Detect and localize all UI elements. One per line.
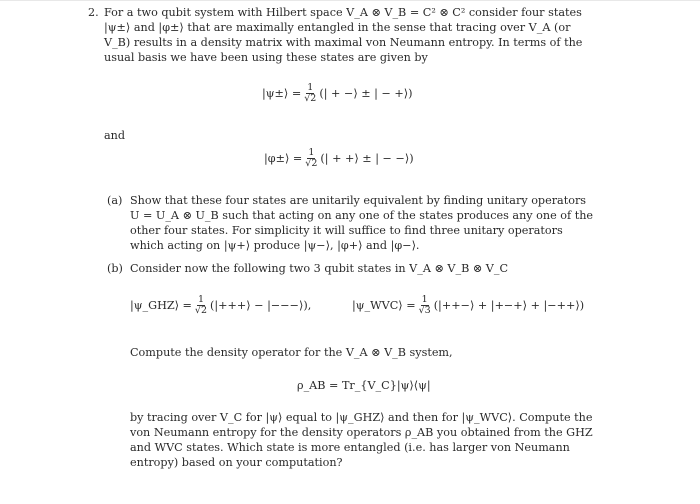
equation-ghz <box>130 295 311 316</box>
part-a-line-1: Show that these four states are unitarily equivalent by finding unitary operators <box>130 194 587 207</box>
closing-line-3: and WVC states. Which state is more entangled (i.e. has larger von Neumann <box>130 441 570 454</box>
closing-line-2: von Neumann entropy for the density operators ρ_AB you obtained from the GHZ <box>130 426 593 439</box>
fraction-numerator: 1 <box>308 147 315 158</box>
part-a-label: (a) <box>107 194 123 207</box>
equation-ghz-rhs: (|+++⟩ − |−−−⟩), <box>210 299 312 312</box>
fraction-numerator: 1 <box>307 82 314 93</box>
part-a-line-3: other four states. For simplicity it will suffice to find three unitary operators <box>130 224 563 237</box>
equation-ghz-lhs: |ψ_GHZ⟩ = <box>130 299 192 312</box>
equation-wvc-fraction <box>418 295 432 316</box>
part-b-line: Consider now the following two 3 qubit states in V_A ⊗ V_B ⊗ V_C <box>130 262 509 275</box>
equation-phi <box>264 148 414 169</box>
intro-line-2: |ψ±⟩ and |φ±⟩ that are maximally entangled in the sense that tracing over V_A (or <box>104 21 571 34</box>
fraction-denominator: √3 <box>418 305 431 316</box>
intro-line-1: For a two qubit system with Hilbert space V_A ⊗ V_B = C² ⊗ C² consider four states <box>104 6 582 19</box>
intro-line-3: V_B) results in a density matrix with maximal von Neumann entropy. In terms of the <box>104 36 583 49</box>
fraction-denominator: √2 <box>194 305 208 316</box>
equation-phi-rhs: (| + +⟩ ± | − −⟩) <box>320 152 414 165</box>
equation-psi-fraction <box>303 83 317 104</box>
part-a-line-2: U = U_A ⊗ U_B such that acting on any one of the states produces any one of the <box>130 209 594 222</box>
and-label: and <box>104 129 126 142</box>
problem-number: 2. <box>88 6 99 19</box>
fraction-numerator: 1 <box>421 294 428 305</box>
equation-ghz-fraction <box>194 295 208 316</box>
equation-phi-fraction <box>304 148 318 169</box>
top-edge-divider <box>0 0 700 1</box>
equation-wvc-lhs: |ψ_WVC⟩ = <box>352 299 416 312</box>
equation-phi-lhs: |φ±⟩ = <box>264 152 303 165</box>
rho-equation: ρ_AB = Tr_{V_C}|ψ⟩⟨ψ| <box>297 379 431 392</box>
equation-wvc <box>352 295 584 316</box>
fraction-denominator: √2 <box>304 93 317 104</box>
equation-psi-rhs: (| + −⟩ ± | − +⟩) <box>319 87 413 100</box>
closing-line-1: by tracing over V_C for |ψ⟩ equal to |ψ_GHZ⟩ and then for |ψ_WVC⟩. Compute the <box>130 411 593 424</box>
equation-psi <box>262 83 413 104</box>
equation-wvc-rhs: (|++−⟩ + |+−+⟩ + |−++⟩) <box>433 299 585 312</box>
intro-line-4: usual basis we have been using these states are given by <box>104 51 428 64</box>
closing-line-4: entropy) based on your computation? <box>130 456 343 469</box>
part-b-label: (b) <box>107 262 123 275</box>
equation-psi-lhs: |ψ±⟩ = <box>262 87 302 100</box>
fraction-denominator: √2 <box>305 158 318 169</box>
fraction-numerator: 1 <box>197 294 204 305</box>
part-a-line-4: which acting on |ψ+⟩ produce |ψ−⟩, |φ+⟩ and |φ−⟩. <box>130 239 420 252</box>
compute-line: Compute the density operator for the V_A ⊗ V_B system, <box>130 346 453 359</box>
